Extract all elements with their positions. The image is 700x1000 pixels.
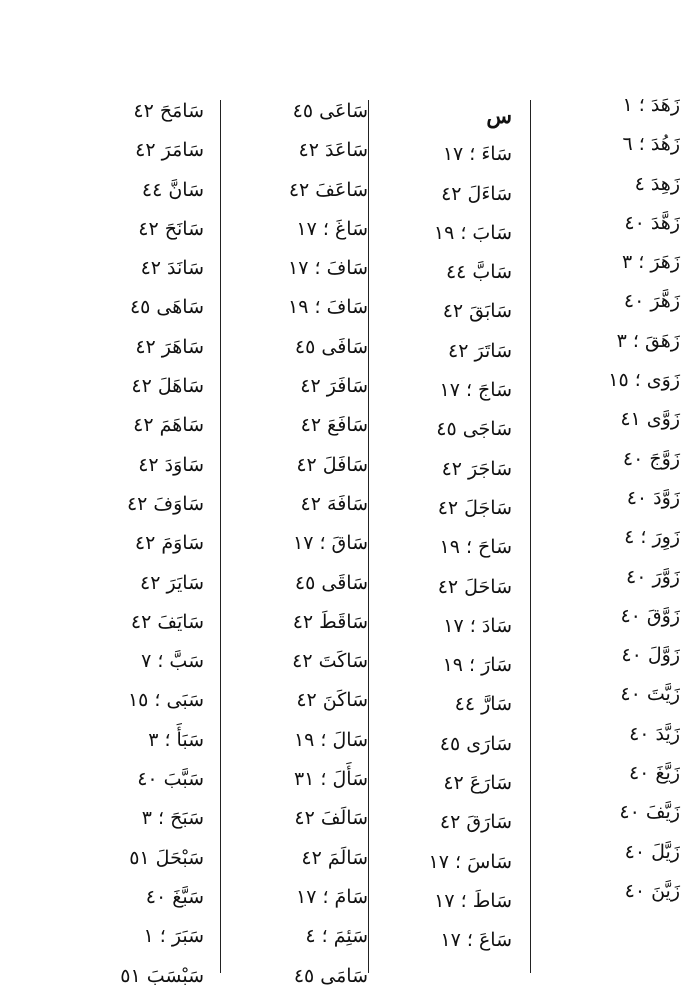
verb-entry: سَافَ ؛ ١٩ <box>288 296 368 319</box>
verb-entry: زَيَّلَ ٤٠ <box>624 840 680 863</box>
verb-entry: سَاعَفَ ٤٢ <box>288 178 368 201</box>
verb-entry: زَوَى ؛ ١٥ <box>608 369 680 392</box>
verb-entry: زَهَرَ ؛ ٣ <box>621 251 680 274</box>
verb-column-1 <box>54 92 204 996</box>
verb-column-4 <box>540 86 680 911</box>
column-divider <box>368 100 369 973</box>
verb-entry: سَاوَدَ ٤٢ <box>138 453 204 476</box>
verb-entry: سَاوَمَ ٤٢ <box>134 532 204 555</box>
verb-entry: سَافَهَ ٤٢ <box>300 492 368 515</box>
verb-entry: سَارَعَ ٤٢ <box>443 772 512 795</box>
verb-entry: سَافَرَ ٤٢ <box>300 375 368 398</box>
verb-entry: سَالَمَ ٤٢ <box>301 846 368 869</box>
verb-entry: سَايَفَ ٤٢ <box>130 610 204 633</box>
verb-entry: سَافَلَ ٤٢ <box>296 453 368 476</box>
verb-entry: سَارَى ٤٥ <box>439 732 512 755</box>
verb-entry: سَاكَنَ ٤٢ <box>296 689 368 712</box>
verb-entry: سَبَّ ؛ ٧ <box>141 650 204 673</box>
verb-entry: سَاسَ ؛ ١٧ <box>428 850 512 873</box>
verb-entry: سَامَحَ ٤٢ <box>133 100 204 122</box>
verb-entry: سَاجَ ؛ ١٧ <box>439 379 512 402</box>
verb-entry: زَهَّرَ ٤٠ <box>623 290 680 313</box>
section-letter-header: س <box>486 103 512 128</box>
verb-entry: سَاعَدَ ٤٢ <box>298 139 368 162</box>
verb-entry: زَوِرَ ؛ ٤ <box>624 526 680 549</box>
verb-entry: سَابَ ؛ ١٩ <box>433 221 512 244</box>
verb-entry: سَأَلَ ؛ ٣١ <box>293 768 368 791</box>
verb-entry: سَبْسَبَ ٥١ <box>120 964 204 987</box>
verb-entry: سَافَعَ ٤٢ <box>300 414 368 437</box>
verb-entry: سَابَّ ٤٤ <box>445 261 512 284</box>
verb-entry: سَاهَمَ ٤٢ <box>133 414 204 437</box>
verb-entry: سَارَ ؛ ١٩ <box>442 654 512 677</box>
verb-entry: سَبَرَ ؛ ١ <box>143 925 204 948</box>
verb-entry: سَبَحَ ؛ ٣ <box>141 807 204 830</box>
verb-column-3 <box>392 96 512 961</box>
verb-entry: سَبْحَلَ ٥١ <box>129 846 204 869</box>
verb-entry: سَانَحَ ٤٢ <box>138 217 204 240</box>
verb-entry: سَافَى ٤٥ <box>294 335 368 358</box>
column-divider <box>220 100 221 973</box>
verb-entry: سَبَأَ ؛ ٣ <box>148 728 204 751</box>
verb-entry: سَئِمَ ؛ ٤ <box>305 925 368 948</box>
verb-entry: زَهُدَ ؛ ٦ <box>622 133 680 156</box>
verb-entry: سَالَفَ ٤٢ <box>294 807 368 830</box>
verb-entry: سَارَقَ ٤٢ <box>439 811 512 834</box>
verb-entry: زَوَّدَ ٤٠ <box>626 486 680 509</box>
verb-entry: سَابَقَ ٤٢ <box>442 300 512 323</box>
verb-entry: زَيَّغَ ٤٠ <box>628 762 680 785</box>
verb-entry: سَاءَلَ ٤٢ <box>441 182 512 205</box>
verb-entry: زَيَّنَ ٤٠ <box>624 879 680 902</box>
verb-column-2 <box>238 92 368 996</box>
verb-entry: زَيَّفَ ٤٠ <box>619 801 680 824</box>
verb-entry: زَهَّدَ ٤٠ <box>624 211 680 234</box>
verb-entry: سَايَرَ ٤٢ <box>140 571 204 594</box>
verb-entry: سَاهَرَ ٤٢ <box>135 335 204 358</box>
verb-entry: سَامَى ٤٥ <box>293 964 368 987</box>
verb-entry: سَانَّ ٤٤ <box>141 178 204 201</box>
verb-entry: زَوَّقَ ٤٠ <box>620 604 680 627</box>
verb-entry: سَادَ ؛ ١٧ <box>443 614 512 637</box>
verb-entry: زَيَّتَ ٤٠ <box>620 683 680 706</box>
verb-entry: سَاهَى ٤٥ <box>129 296 204 319</box>
verb-entry: سَاكَتَ ٤٢ <box>292 650 368 673</box>
verb-entry: زَيَّدَ ٤٠ <box>629 722 680 745</box>
verb-entry: سَاجَرَ ٤٢ <box>441 457 512 480</box>
verb-entry: سَاجَى ٤٥ <box>436 418 512 441</box>
verb-entry: سَارَّ ٤٤ <box>454 693 512 716</box>
verb-entry: سَاحَ ؛ ١٩ <box>439 536 512 559</box>
verb-entry: سَاقَى ٤٥ <box>294 571 368 594</box>
verb-entry: زَهَدَ ؛ ١ <box>622 94 680 116</box>
verb-entry: سَاجَلَ ٤٢ <box>437 496 512 519</box>
verb-entry: سَاغَ ؛ ١٧ <box>296 217 368 240</box>
verb-entry: سَبَّغَ ٤٠ <box>145 885 204 908</box>
verb-entry: زَوَّجَ ٤٠ <box>622 447 680 470</box>
verb-entry: زَهَقَ ؛ ٣ <box>616 329 680 352</box>
verb-entry: سَاحَلَ ٤٢ <box>437 575 512 598</box>
verb-entry: سَاطَ ؛ ١٧ <box>434 889 512 912</box>
verb-entry: سَاهَلَ ٤٢ <box>131 375 204 398</box>
verb-entry: سَانَدَ ٤٢ <box>140 257 204 280</box>
verb-entry: سَافَ ؛ ١٧ <box>288 257 368 280</box>
verb-entry: زَهِدَ ٤ <box>634 172 680 195</box>
verb-entry: سَاقَطَ ٤٢ <box>292 610 368 633</box>
verb-entry: سَاقَ ؛ ١٧ <box>293 532 368 555</box>
verb-entry: سَاوَفَ ٤٢ <box>126 492 204 515</box>
verb-entry: زَوَّى ٤١ <box>620 408 680 431</box>
column-divider <box>530 100 531 973</box>
verb-entry: سَامَرَ ٤٢ <box>135 139 204 162</box>
verb-entry: سَامَ ؛ ١٧ <box>295 885 368 908</box>
verb-entry: سَبَّبَ ٤٠ <box>137 768 204 791</box>
verb-entry: سَاتَرَ ٤٢ <box>448 339 512 362</box>
verb-entry: زَوَّلَ ٤٠ <box>621 644 680 667</box>
verb-entry: زَوَّرَ ٤٠ <box>626 565 680 588</box>
verb-entry: سَالَ ؛ ١٩ <box>293 728 368 751</box>
verb-entry: سَاعَ ؛ ١٧ <box>440 929 512 952</box>
verb-entry: سَبَى ؛ ١٥ <box>127 689 204 712</box>
verb-entry: سَاعَى ٤٥ <box>292 100 368 122</box>
verb-entry: سَاءَ ؛ ١٧ <box>442 143 512 166</box>
